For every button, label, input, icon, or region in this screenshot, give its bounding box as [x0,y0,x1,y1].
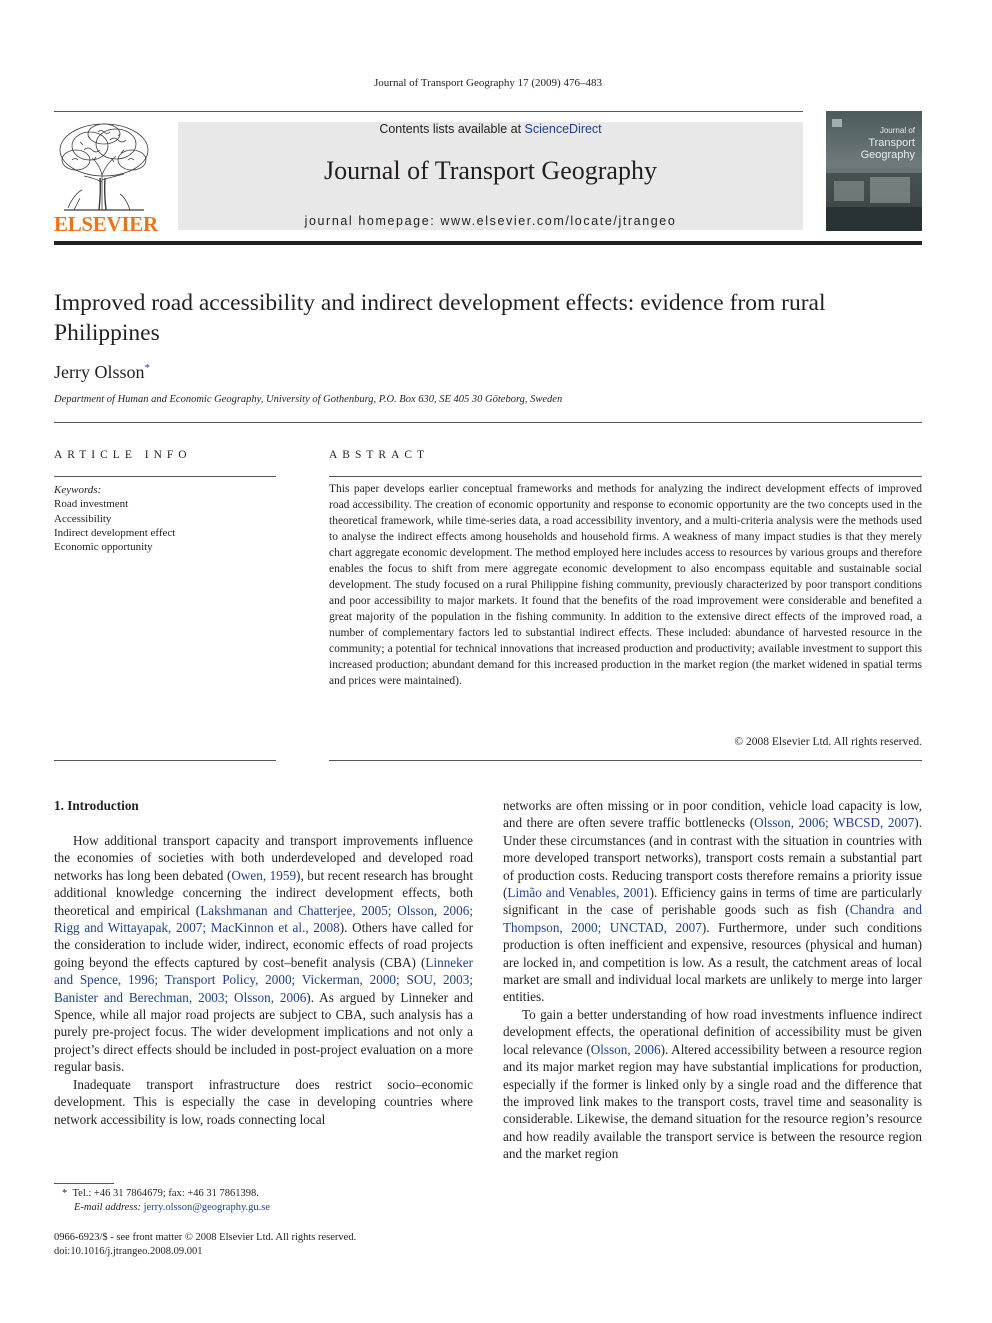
header-rule-thick [54,241,922,245]
article-info-rule [54,476,276,477]
body-paragraph [503,797,922,1006]
abstract-rule [329,476,922,477]
keyword-item: Road investment [54,498,129,511]
body-paragraph [54,832,473,1076]
header-rule [54,111,803,112]
homepage-prefix: journal homepage: [304,214,441,228]
section-rule [54,422,922,423]
email-label: E-mail address: [74,1202,144,1213]
elsevier-tree-icon [54,120,154,212]
abstract-rule-bottom [329,760,922,761]
keyword-item: Indirect development effect [54,526,176,539]
elsevier-wordmark: ELSEVIER [54,212,158,236]
paragraph-text: ). Altered accessibility between a resource region and its major market region may have substantial implications for production, especially if the former is linked only by a single road and the difference that the improved link makes to the transport costs, travel time and seasonality is considerable. Likewise, the demand situation for the resource region’s resource and how readily available the transport service is between the resource region and the market region [503,1041,923,1162]
cover-title-line: Geography [860,149,915,161]
article-title: Improved road accessibility and indirect development effects: evidence from rural Philippines [54,290,826,346]
abstract-heading: ABSTRACT [329,449,430,461]
homepage-url[interactable]: www.elsevier.com/locate/jtrangeo [440,214,677,228]
footnote-contact [54,1187,473,1201]
keywords-list [54,483,276,554]
footnote-mark: * [62,1188,68,1199]
author-name-text: Jerry Olsson [54,362,145,382]
article-info-rule-bottom [54,760,276,761]
author-footnote-mark[interactable]: * [144,362,150,374]
cover-title-line: Journal of [879,126,915,135]
citation-link[interactable]: Owen, 1959 [231,867,297,883]
front-matter [54,1231,356,1259]
doi-line[interactable]: doi:10.1016/j.jtrangeo.2008.09.001 [54,1246,203,1257]
paragraph-text: ). Under these circumstances (and in contrast with the situation in countries with more developed transport networks), transport costs remain a substantial part of production costs. Reducing transport costs therefore remains a priority issue ( [503,815,922,901]
contents-prefix: Contents lists available at [379,122,525,136]
cover-title-line: Transport [868,137,915,149]
paragraph-text: To gain a better understanding of how road investments influence indirect development effects, the operational definition of accessibility must be given local relevance ( [503,1006,922,1057]
article-info-heading: ARTICLE INFO [54,449,192,461]
body-paragraph: Inadequate transport infrastructure does restrict socio–economic development. This is especially the case in developing countries where network accessibility is low, roads connecting local [54,1076,473,1127]
citation-link[interactable]: Chandra and Thompson, 2000; UNCTAD, 2007 [503,902,922,935]
paragraph-text: How additional transport capacity and transport improvements influence the economies of societies with both underdeveloped and developed road networks has long been debated ( [54,833,473,883]
citation-link[interactable]: Limão and Venables, 2001 [507,885,650,901]
paragraph-text: ). Efficiency gains in terms of time are particularly significant in the case of perishable goods such as fish ( [503,885,922,918]
sciencedirect-link[interactable]: ScienceDirect [524,122,602,136]
body-column-right [503,797,922,1163]
citation-link[interactable]: Lakshmanan and Chatterjee, 2005; Olsson, 2006; Rigg and Wittayapak, 2007; MacKinnon et al., 2008 [54,902,473,936]
citation-link[interactable]: Linneker and Spence, 1996; Transport Policy, 2000; Vickerman, 2000; SOU, 2003; Banister and Berechman, 2003; Olsson, 2006 [54,954,473,1005]
cover-photo-icon [826,111,922,231]
author-name [54,362,150,383]
author-affiliation: Department of Human and Economic Geography, University of Gothenburg, P.O. Box 630, SE 405 30 Göteborg, Sweden [54,394,563,405]
body-column-left [54,832,473,1128]
journal-cover-thumbnail [826,111,922,231]
body-paragraph [503,1006,922,1163]
paragraph-text: ). As argued by Linneker and Spence, while all major road projects are subject to CBA, such analysis has a purely pre-project focus. The wider development implications and not only a project’s direct effects should be included in post-project evaluation on a more regular basis. [54,989,473,1075]
section-heading-introduction: 1. Introduction [54,798,139,813]
footnote-rule [54,1183,114,1184]
abstract-text: This paper develops earlier conceptual frameworks and methods for analyzing the indirect development effects of improved road accessibility. The creation of economic opportunity and response to economic opportunity are the two concepts used in the theoretical framework, while time-series data, a road accessibility inventory, and a multi-criteria analysis were the methods used to analyse the indirect effects among households and household firms. A weakness of many impact studies is that they merely chart aggregate economic development. The method employed here includes access to resources by various groups and therefore enables the focus to shift from mere aggregate economic development to also encompass equitable and sustainable social development. The study focused on a rural Philippine fishing community, previously characterized by poor transport conditions and poor accessibility to major markets. It found that the benefits of the road improvement were considerable and benefited a great majority of the population in the fishing community. In addition to the extensive direct effects of the improved road, a number of complementary factors led to substantial indirect effects. These included: abundance of harvested resource in the community; a potential for technical innovations that increased production and productivity; available investment to support this increased production; abundant demand for this increased production in the market region (the market widened in spatial terms and prices were maintained). [329,483,922,687]
paragraph-text: ). Furthermore, under such conditions production is often inefficient and expensive, resources (physical and human) are locked in, and competition is low. As a result, the catchment areas of local market are small and individual local markets are unlikely to merge into larger entities. [503,919,922,1005]
keywords-label: Keywords: [54,484,102,496]
email-link[interactable]: jerry.olsson@geography.gu.se [143,1202,271,1213]
citation-link[interactable]: Olsson, 2006 [590,1041,661,1057]
keyword-item: Accessibility [54,512,112,525]
journal-homepage-line [178,214,803,228]
contents-availability-line [178,122,803,136]
keyword-item: Economic opportunity [54,541,153,554]
citation-link[interactable]: Olsson, 2006; WBCSD, 2007 [754,815,915,831]
paragraph-text: networks are often missing or in poor condition, vehicle load capacity is low, and there are often severe traffic bottlenecks ( [503,798,922,831]
footnote-email [54,1201,473,1215]
journal-citation: Journal of Transport Geography 17 (2009) 476–483 [374,77,602,89]
footnote-contact-text: Tel.: +46 31 7864679; fax: +46 31 7861398. [72,1188,259,1199]
journal-title: Journal of Transport Geography [324,156,657,185]
paragraph-text: ). Others have called for the consideration to include wider, indirect, economic effects of road projects going beyond the effects captured by cost–benefit analysis (CBA) ( [54,920,473,970]
paragraph-text: ), but recent research has brought additional knowledge concerning the indirect development effects, both theoretical and empirical ( [54,867,473,918]
abstract-copyright: © 2008 Elsevier Ltd. All rights reserved. [734,736,922,748]
footnote [54,1187,473,1215]
issn-line: 0966-6923/$ - see front matter © 2008 Elsevier Ltd. All rights reserved. [54,1232,357,1243]
